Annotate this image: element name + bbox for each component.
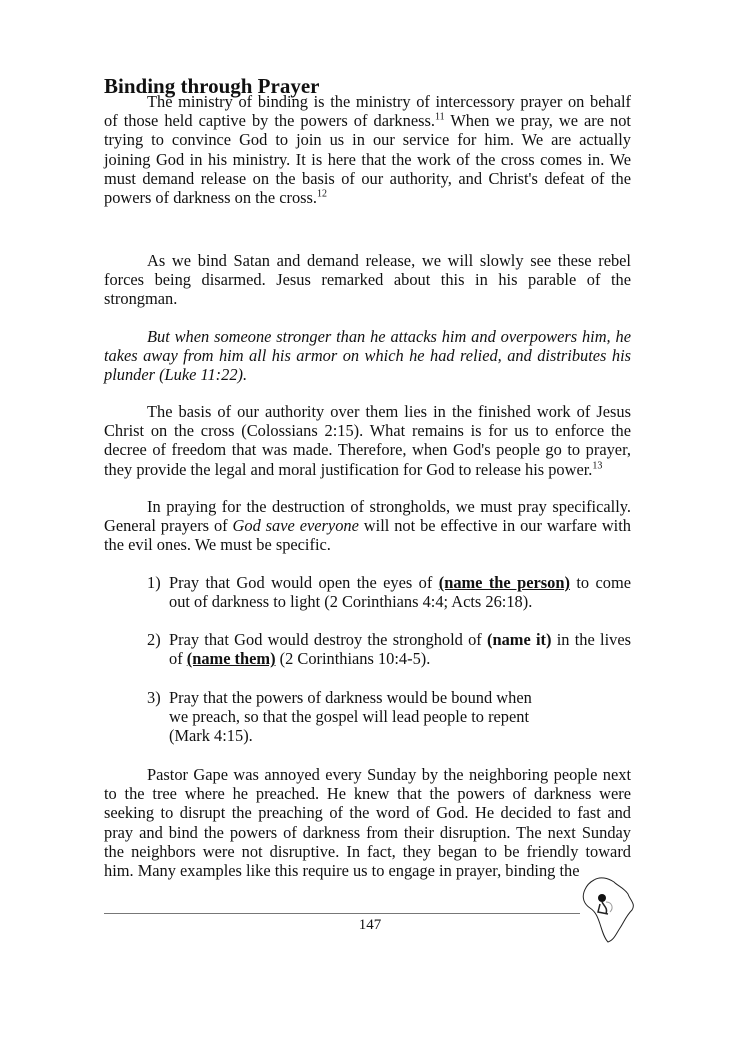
text-line [104, 188, 631, 207]
paragraph-specific-prayer [104, 497, 631, 555]
text-run: Christ on the cross (Colossians 2:15). What remains is for us to enforce the [104, 421, 631, 441]
text-line [104, 130, 631, 149]
text-run: must demand release on the basis of our authority, and Christ's defeat of the [104, 168, 631, 188]
text-run: out of darkness to light (2 Corinthians 4:4; Acts 26:18). [169, 592, 533, 612]
text-run: (2 Corinthians 10:4-5). [275, 649, 431, 669]
text-line [104, 346, 631, 365]
text-run: God save everyone [232, 516, 359, 536]
footnote-ref: 12 [317, 188, 328, 200]
list-number: 1) [147, 573, 161, 592]
list-number: 2) [147, 630, 161, 649]
text-run: Pray that the powers of darkness would be bound when [169, 688, 532, 707]
text-line [104, 289, 631, 308]
text-run: of [169, 649, 187, 669]
text-line [169, 592, 631, 611]
text-line [104, 497, 631, 516]
text-run: The basis of our authority over them lies in the finished work of Jesus [147, 402, 631, 421]
footer-rule [104, 913, 636, 914]
text-line [104, 842, 631, 861]
text-run: plunder (Luke 11:22). [104, 365, 248, 385]
text-line [169, 573, 631, 592]
page-heading: Binding through Prayer [104, 74, 320, 98]
text-line [104, 823, 631, 842]
text-line [104, 421, 631, 440]
list-item [147, 688, 631, 746]
text-line [104, 92, 631, 111]
text-run: strongman. [104, 289, 178, 309]
text-run: pray and bind the powers of darkness from their disruption. The next Sunday [104, 822, 631, 842]
text-run: Pastor Gape was annoyed every Sunday by the neighboring people next [147, 765, 631, 784]
placeholder-text: (name them) [186, 649, 276, 669]
africa-map-praying-figure-icon [580, 876, 636, 944]
text-line [104, 765, 631, 784]
text-line [104, 516, 631, 535]
text-line [104, 803, 631, 822]
text-line [104, 460, 631, 479]
text-line [104, 327, 631, 346]
text-line [104, 270, 631, 289]
text-run: the evil ones. We must be specific. [104, 535, 331, 555]
text-run: joining God in his ministry. It is here that the work of the cross comes in. We [104, 149, 631, 169]
text-run: But when someone stronger than he attacks him and overpowers him, he [147, 327, 631, 346]
paragraph-bind-satan [104, 251, 631, 309]
text-run: they provide the legal and moral justification for God to release his power. [104, 459, 593, 479]
text-run: Pray that God would open the eyes of [169, 573, 439, 592]
list-item [147, 630, 631, 668]
placeholder-text: (name it) [487, 630, 552, 649]
placeholder-text: (name the person) [438, 573, 570, 592]
text-run: In praying for the destruction of strongholds, we must pray specifically. [147, 497, 631, 516]
list-number: 3) [147, 688, 161, 707]
text-line [104, 169, 631, 188]
list-item-text [169, 630, 631, 668]
text-run: The ministry of binding is the ministry of intercessory prayer on behalf [147, 92, 631, 111]
text-run: forces being disarmed. Jesus remarked about this in his parable of the [104, 270, 631, 290]
text-run: powers of darkness on the cross. [104, 188, 318, 208]
text-run: As we bind Satan and demand release, we will slowly see these rebel [147, 251, 631, 270]
text-run: General prayers of [104, 516, 233, 536]
text-line [104, 535, 631, 554]
text-run: we preach, so that the gospel will lead people to repent [169, 707, 530, 727]
text-run: (Mark 4:15). [169, 726, 253, 746]
text-line [104, 402, 631, 421]
text-run: the neighbors were not disruptive. In fact, they began to be friendly toward [104, 841, 631, 861]
text-run: Pray that God would destroy the stronghold of [169, 630, 488, 649]
paragraph-authority [104, 402, 631, 479]
text-run: takes away from him all his armor on which he had relied, and distributes his [104, 346, 631, 366]
text-line [104, 111, 631, 130]
text-line [104, 861, 631, 880]
text-run: decree of freedom that was made. Therefore, when God's people go to prayer, [104, 440, 631, 460]
text-run: seeking to disrupt the preaching of the word of God. He decided to fast and [104, 803, 631, 823]
text-run: When we pray, we are not [444, 111, 631, 131]
text-run: will not be effective in our warfare with [358, 516, 631, 536]
paragraph-pastor-gape [104, 765, 631, 880]
text-run: in the lives [551, 630, 632, 649]
footnote-ref: 11 [434, 111, 445, 123]
paragraph-intro [104, 92, 631, 207]
text-line [169, 688, 631, 707]
text-line [104, 251, 631, 270]
text-line [169, 630, 631, 649]
text-line [104, 440, 631, 459]
text-line [169, 649, 631, 668]
list-item [147, 573, 631, 611]
text-run: of those held captive by the powers of darkness. [104, 111, 435, 131]
text-run: him. Many examples like this require us to engage in prayer, binding the [104, 861, 580, 881]
text-run: to the tree where he preached. He knew that the powers of darkness were [104, 784, 631, 804]
text-line [169, 726, 631, 745]
text-line [104, 150, 631, 169]
list-item-text [169, 573, 631, 611]
text-run: to come [569, 573, 631, 592]
text-line [169, 707, 631, 726]
text-line [104, 365, 631, 384]
scripture-quote [104, 327, 631, 385]
text-line [104, 784, 631, 803]
footnote-ref: 13 [592, 460, 603, 472]
page-number: 147 [358, 917, 382, 933]
text-run: trying to convince God to join us in our service for him. We are actually [104, 130, 631, 150]
list-item-text [169, 688, 631, 746]
